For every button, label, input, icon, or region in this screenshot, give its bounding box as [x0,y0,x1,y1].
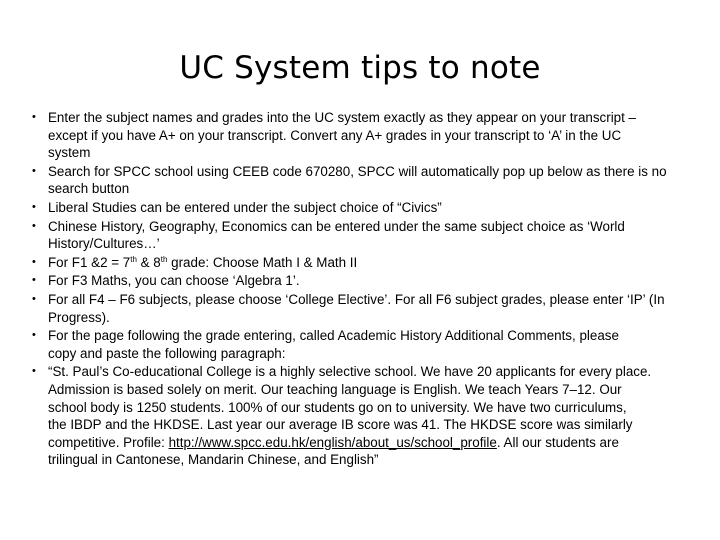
bullet-list [28,109,704,469]
bullet-line: search button [48,181,130,197]
bullet-line: the IBDP and the HKDSE. Last year our average IB score was 41. The HKDSE score was similarly [48,417,633,433]
bullet-item [28,272,704,290]
bullet-line: Liberal Studies can be entered under the subject choice of “Civics” [48,199,442,215]
bullet-dot-icon: • [32,111,36,123]
bullet-text: competitive. Profile: [48,434,169,450]
bullet-line: History/Cultures…’ [48,236,160,252]
bullet-item [28,163,704,198]
bullet-dot-icon: • [32,219,36,232]
bullet-item [28,291,704,326]
bullet-dot-icon: • [32,274,36,287]
slide-title: UC System tips to note [179,50,541,86]
bullet-line: For F3 Maths, you can choose ‘Algebra 1’. [48,273,300,289]
bullet-line: except if you have A+ on your transcript. Convert any A+ grades in your transcript to ‘A’ in the UC [48,127,622,143]
bullet-line: Progress). [48,309,110,325]
bullet-line: “St. Paul’s Co-educational College is a highly selective school. We have 20 applicants for every place. [48,364,652,380]
bullet-line: For all F4 – F6 subjects, please choose ‘College Elective’. For all F6 subject grades, please enter ‘IP’ (In [48,291,665,307]
bullet-item [28,363,704,469]
bullet-line: system [48,145,91,161]
bullet-text: & 8 [136,254,161,270]
bullet-line: copy and paste the following paragraph: [48,345,286,361]
bullet-line: Search for SPCC school using CEEB code 670280, SPCC will automatically pop up below as there is no [48,163,667,179]
bullet-line [48,254,704,272]
bullet-item [28,327,704,362]
bullet-line: Admission is based solely on merit. Our teaching language is English. We teach Years 7–12. Our [48,381,622,397]
bullet-item [28,254,704,272]
superscript: th [160,254,168,264]
bullet-dot-icon: • [32,365,36,378]
bullet-text: . All our students are [496,434,619,450]
bullet-line [48,434,704,452]
bullet-dot-icon: • [32,255,36,268]
bullet-text: For F1 &2 = 7 [48,254,131,270]
bullet-dot-icon: • [32,292,36,305]
bullet-text: grade: Choose Math I & Math II [167,254,358,270]
bullet-item [28,109,704,162]
bullet-item [28,199,704,217]
bullet-dot-icon: • [32,200,36,213]
bullet-line: school body is 1250 students. 100% of our students go on to university. We have two curriculums, [48,399,627,415]
bullet-line: trilingual in Cantonese, Mandarin Chinese, and English” [48,452,379,468]
bullet-line: Enter the subject names and grades into the UC system exactly as they appear on your transcript – [48,110,637,125]
superscript: th [130,254,137,264]
bullet-dot-icon: • [32,164,36,177]
bullet-dot-icon: • [32,329,36,342]
bullet-item [28,218,704,253]
bullet-line: For the page following the grade entering, called Academic History Additional Comments, please [48,328,619,344]
school-profile-link[interactable]: http://www.spcc.edu.hk/english/about_us/school_profile [168,434,497,450]
bullet-line: Chinese History, Geography, Economics can be entered under the same subject choice as ‘World [48,218,625,234]
